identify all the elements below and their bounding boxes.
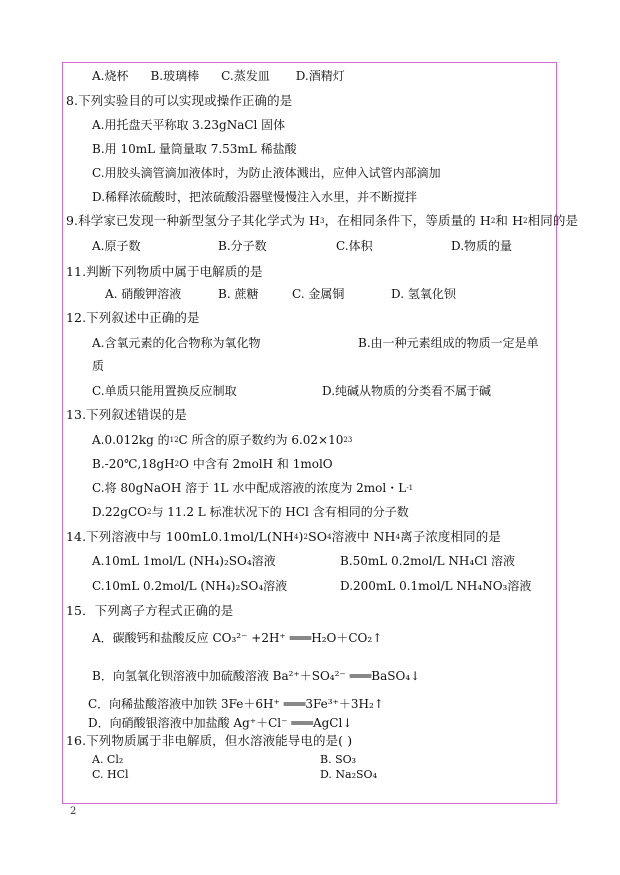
q13-a-pre: A.0.012kg 的: [92, 433, 170, 447]
q8-option-b: B.用 10mL 量筒量取 7.53mL 稀盐酸: [92, 142, 297, 156]
q8-option-c: C.用胶头滴管滴加液体时，为防止液体溅出，应伸入试管内部滴加: [92, 166, 441, 180]
q11-option-a: A. 硝酸钾溶液: [105, 287, 182, 301]
q9-option-d: D.物质的量: [451, 239, 513, 253]
q15-option-d: D．向硝酸银溶液中加盐酸 Ag⁺＋Cl⁻ ═══AgCl↓: [88, 716, 353, 730]
q13-option-b: B.-20℃,18gH 2 O 中含有 2molH 和 1molO: [92, 457, 333, 471]
q14-stem-post2: 离子浓度相同的是: [400, 529, 501, 544]
q7-option-c: C.蒸发皿: [221, 69, 270, 83]
q13-c-pre: C.将 80gNaOH 溶于 1L 水中配成溶液的浓度为 2mol・L: [92, 481, 407, 495]
q15-stem: 15．下列离子方程式正确的是: [66, 603, 234, 618]
q16-option-b: B. SO₃: [320, 753, 357, 766]
q7-option-a: A.烧杯: [92, 69, 129, 83]
q8-option-a: A.用托盘天平称取 3.23gNaCl 固体: [92, 118, 286, 132]
q7-options: [92, 69, 345, 83]
q9-stem-c: 和 H: [495, 213, 524, 228]
q9-stem-d: 相同的是: [527, 213, 579, 228]
q7-option-d: D.酒精灯: [295, 69, 345, 83]
q9-stem-a: 9.科学家已发现一种新型氢分子其化学式为 H: [66, 213, 321, 228]
q14-stem-pre: 14.下列溶液中与 100mL0.1mol/L(NH: [66, 529, 294, 544]
q14-stem: 14.下列溶液中与 100mL0.1mol/L(NH 4 ) 2 SO 4 溶液中 NH 4 离子浓度相同的是: [66, 529, 501, 544]
q12-option-c: C.单质只能用置换反应制取: [92, 384, 237, 398]
q9-option-b: B.分子数: [218, 239, 267, 253]
q16-option-c: C. HCl: [92, 768, 129, 781]
q11-option-c: C. 金属铜: [292, 287, 345, 301]
q13-option-c: C.将 80gNaOH 溶于 1L 水中配成溶液的浓度为 2mol・L -1: [92, 481, 414, 495]
q13-d-post: 与 11.2 L 标准状况下的 HCl 含有相同的分子数: [151, 505, 409, 519]
q8-option-d: D.稀释浓硫酸时，把浓硫酸沿器壁慢慢注入水里，并不断搅拌: [92, 190, 418, 204]
q13-option-d: D.22gCO 2 与 11.2 L 标准状况下的 HCl 含有相同的分子数: [92, 505, 409, 519]
q14-stem-mid: ): [298, 529, 304, 544]
q13-b-pre: B.-20℃,18gH: [92, 457, 175, 471]
q13-stem: 13.下列叙述错误的是: [66, 407, 187, 422]
q14-option-b: B.50mL 0.2mol/L NH₄Cl 溶液: [340, 554, 516, 568]
q11-option-d: D. 氢氧化钡: [391, 287, 456, 301]
q15-option-c: C．向稀盐酸溶液中加铁 3Fe＋6H⁺ ═══3Fe³⁺＋3H₂↑: [88, 697, 384, 711]
page-number: 2: [70, 806, 77, 817]
q12-stem: 12.下列叙述中正确的是: [66, 310, 200, 325]
q13-b-post: O 中含有 2molH 和 1molO: [179, 457, 333, 471]
q16-stem: 16.下列物质属于非电解质，但水溶液能导电的是( ): [66, 733, 353, 748]
q7-option-b: B.玻璃棒: [150, 69, 200, 83]
q12-option-a: A.含氧元素的化合物称为氧化物: [92, 336, 261, 350]
q9-option-c: C.体积: [336, 239, 373, 253]
q14-option-c: C.10mL 0.2mol/L (NH₄)₂SO₄溶液: [92, 579, 288, 593]
q11-stem: 11.判断下列物质中属于电解质的是: [66, 264, 263, 279]
q8-stem: 8.下列实验目的可以实现或操作正确的是: [66, 93, 293, 108]
q11-option-b: B. 蔗糖: [218, 287, 259, 301]
q14-option-a: A.10mL 1mol/L (NH₄)₂SO₄溶液: [92, 554, 276, 568]
q9-stem-b: ，在相同条件下，等质量的 H: [324, 213, 491, 228]
q14-option-d: D.200mL 0.1mol/L NH₄NO₃溶液: [340, 579, 532, 593]
q12-option-b-line1: B.由一种元素组成的物质一定是单: [358, 336, 539, 350]
q13-option-a: A.0.012kg 的 12 C 所含的原子数约为 6.02×10 23: [92, 433, 353, 447]
q12-option-b-line2: 质: [92, 359, 105, 373]
q14-stem-post1: 溶液中 NH: [331, 529, 396, 544]
q9-option-a: A.原子数: [92, 239, 141, 253]
q15-option-b: B．向氢氧化钡溶液中加硫酸溶液 Ba²⁺＋SO₄²⁻ ═══BaSO₄↓: [92, 669, 421, 683]
q15-option-a: A．碳酸钙和盐酸反应 CO₃²⁻ +2H⁺ ═══H₂O＋CO₂↑: [92, 631, 383, 645]
q12-option-d: D.纯碱从物质的分类看不属于碱: [322, 384, 492, 398]
q16-option-a: A. Cl₂: [92, 753, 124, 766]
q16-option-d: D. Na₂SO₄: [320, 768, 377, 781]
q13-d-pre: D.22gCO: [92, 505, 147, 519]
q14-stem-so: SO: [308, 529, 328, 544]
q9-stem: 9.科学家已发现一种新型氢分子其化学式为 H 3 ，在相同条件下，等质量的 H 2 和 H 2 相同的是: [66, 213, 579, 228]
q13-a-mid: C 所含的原子数约为 6.02×10: [178, 433, 344, 447]
